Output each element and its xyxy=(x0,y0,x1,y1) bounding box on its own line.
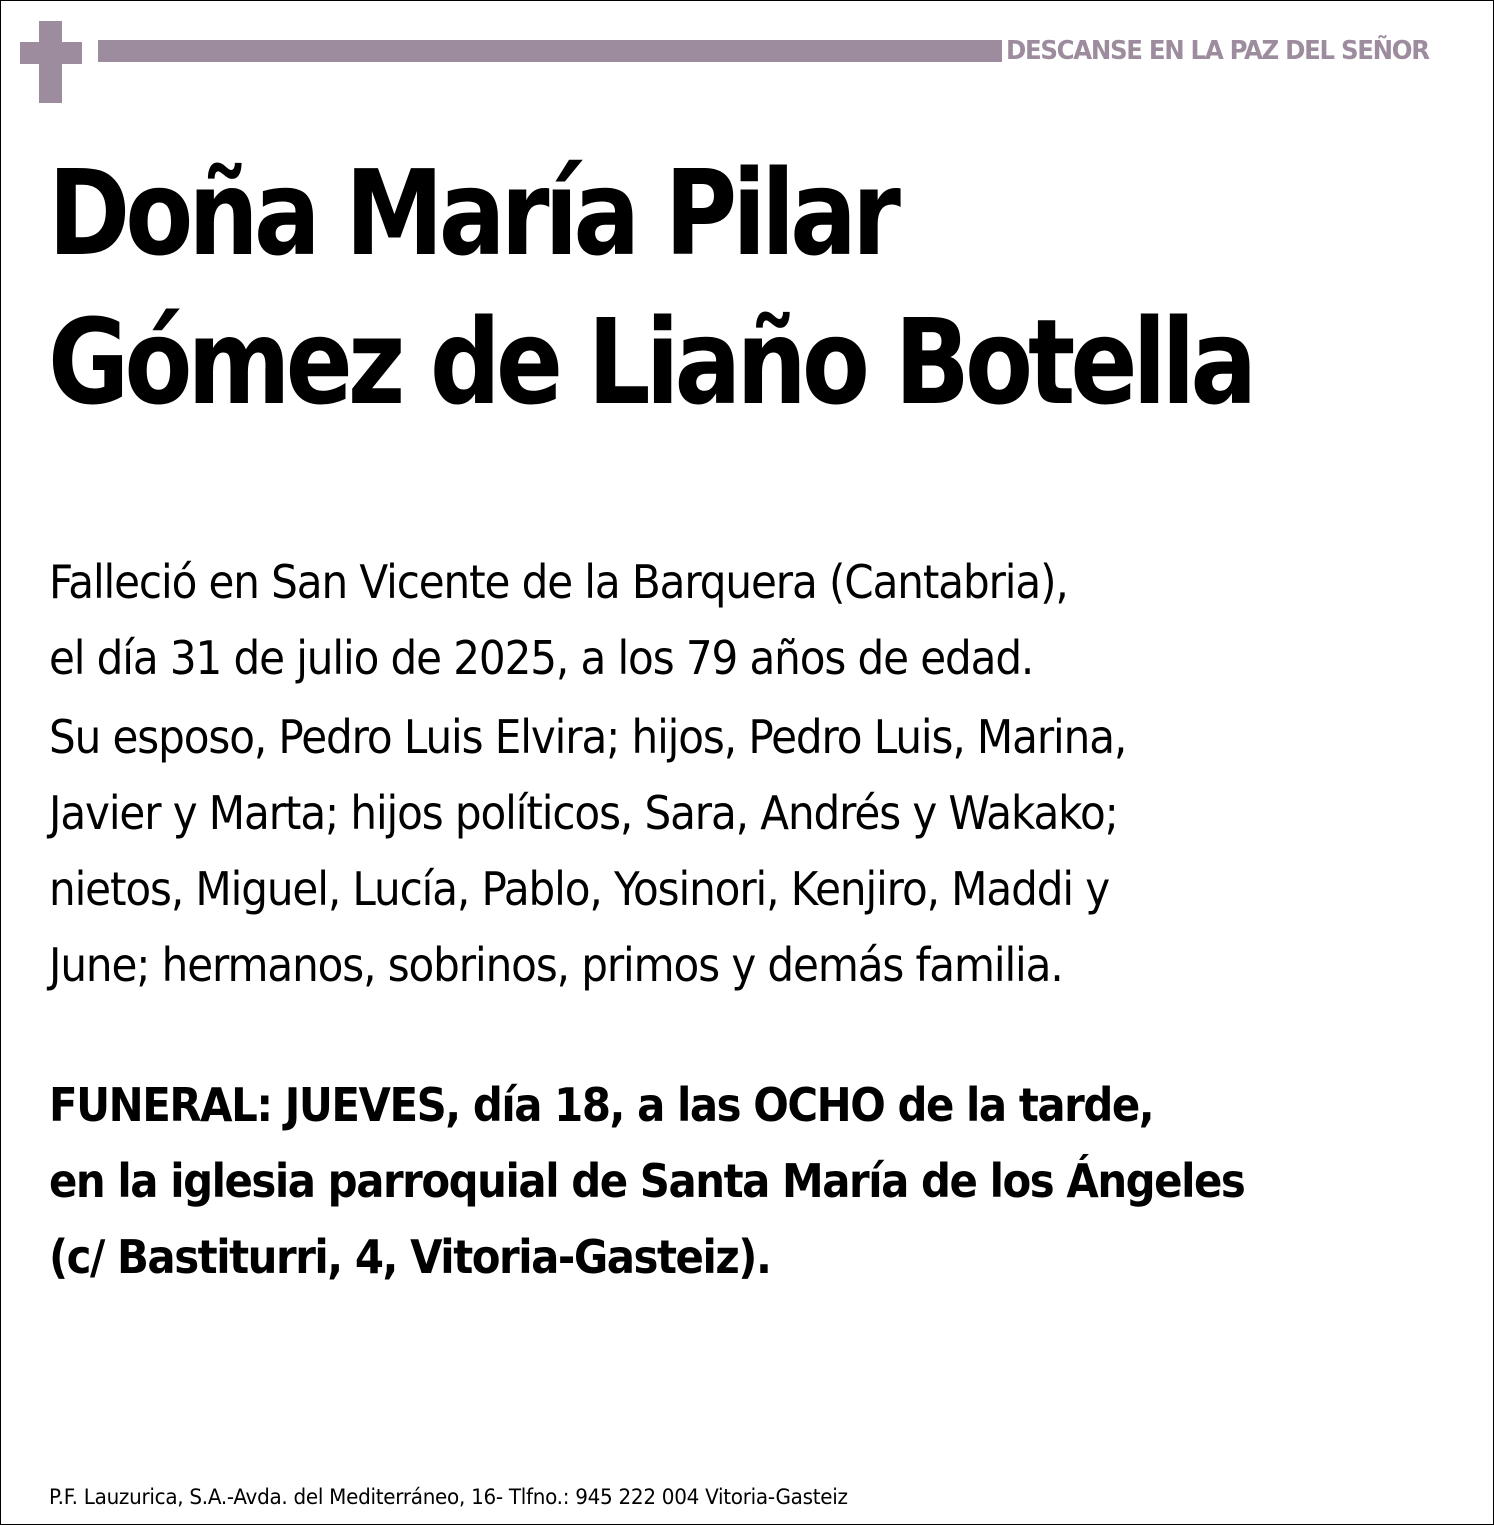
funeral-line: (c/ Bastiturri, 4, Vitoria-Gasteiz). xyxy=(49,1230,771,1284)
funeral-home-footer: P.F. Lauzurica, S.A.-Avda. del Mediterráneo, 16- Tlfno.: 945 222 004 Vitoria-Gasteiz xyxy=(49,1485,848,1509)
death-notice-line: Falleció en San Vicente de la Barquera (Cantabria), xyxy=(49,555,1068,609)
funeral-info xyxy=(49,1067,1341,1295)
family-list xyxy=(49,699,1348,1003)
deceased-name-line1: Doña María Pilar xyxy=(48,144,896,282)
family-line: Su esposo, Pedro Luis Elvira; hijos, Pedro Luis, Marina, xyxy=(49,710,1127,764)
deceased-name-line2: Gómez de Liaño Botella xyxy=(48,293,1253,431)
deceased-name xyxy=(48,139,1253,437)
family-line: nietos, Miguel, Lucía, Pablo, Yosinori, Kenjiro, Maddi y xyxy=(49,862,1110,916)
funeral-line: en la iglesia parroquial de Santa María de los Ángeles xyxy=(49,1154,1245,1208)
family-line: June; hermanos, sobrinos, primos y demás familia. xyxy=(49,938,1063,992)
family-line: Javier y Marta; hijos políticos, Sara, Andrés y Wakako; xyxy=(49,786,1118,840)
header-rule xyxy=(98,40,1002,62)
death-notice xyxy=(49,544,1348,696)
cross-horizontal-bar xyxy=(20,42,82,64)
funeral-line: FUNERAL: JUEVES, día 18, a las OCHO de la tarde, xyxy=(49,1078,1154,1132)
header-tagline: DESCANSE EN LA PAZ DEL SEÑOR xyxy=(1006,36,1429,66)
death-notice-line: el día 31 de julio de 2025, a los 79 años de edad. xyxy=(49,631,1034,685)
cross-icon xyxy=(20,21,82,103)
